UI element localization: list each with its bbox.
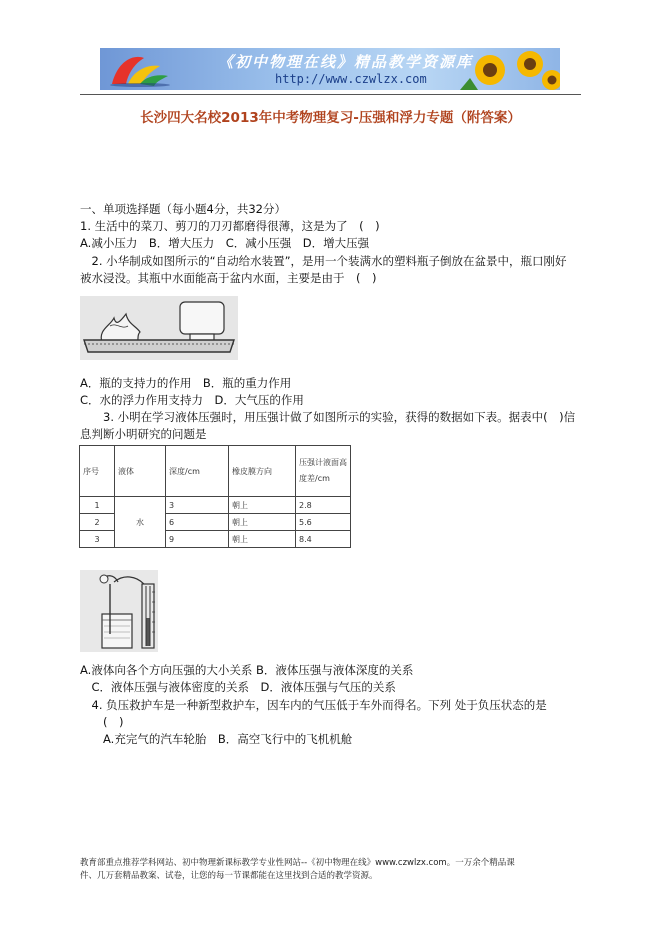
pressure-gauge-figure: [80, 570, 158, 652]
water-supply-figure: [80, 296, 238, 360]
table-header-row: [80, 446, 351, 497]
row-direction: 朝上: [229, 514, 296, 531]
question-4-options: A.充完气的汽车轮胎 B．高空飞行中的飞机机舱: [80, 732, 353, 746]
section-heading: 一、单项选择题（每小题4分，共32分）: [80, 202, 286, 216]
question-1-stem: 1. 生活中的菜刀、剪刀的刀刃都磨得很薄，这是为了 ( ): [80, 219, 380, 233]
table-header-no: 序号: [80, 446, 115, 497]
header-banner: [100, 48, 560, 90]
row-no: 1: [80, 497, 115, 514]
question-2-options-line1: A．瓶的支持力的作用 B．瓶的重力作用: [80, 376, 292, 390]
table-header-direction: 橡皮膜方向: [229, 446, 296, 497]
row-height-diff: 8.4: [296, 531, 351, 548]
table-row: [80, 497, 351, 514]
row-depth: 3: [166, 497, 229, 514]
row-depth: 9: [166, 531, 229, 548]
row-direction: 朝上: [229, 497, 296, 514]
row-no: 3: [80, 531, 115, 548]
table-header-liquid: 液体: [115, 446, 166, 497]
question-3-options-line2: C．液体压强与液体密度的关系 D．液体压强与气压的关系: [80, 680, 396, 694]
question-2-stem-line1: 2. 小华制成如图所示的“自动给水装置”，是用一个装满水的塑料瓶子倒放在盆景中，瓶口刚好: [80, 254, 567, 268]
question-2-options-line2: C．水的浮力作用支持力 D．大气压的作用: [80, 393, 304, 407]
banner-url[interactable]: http://www.czwlzx.com: [275, 72, 427, 86]
footer-line-1: 教育部重点推荐学科网站、初中物理新课标教学专业性网站--《初中物理在线》www.czwlzx.com。一万余个精品课: [80, 858, 515, 868]
logo-icon: [104, 50, 174, 88]
question-3-stem-line2: 息判断小明研究的问题是: [80, 427, 207, 441]
question-1-options: A.减小压力 B．增大压力 C．减小压强 D．增大压强: [80, 236, 370, 250]
question-3-options-line1: A.液体向各个方向压强的大小关系 B．液体压强与液体深度的关系: [80, 663, 414, 677]
row-height-diff: 2.8: [296, 497, 351, 514]
row-liquid: 水: [115, 497, 166, 548]
sunflower-icon: [460, 48, 560, 90]
question-3-stem-line1: 3. 小明在学习液体压强时，用压强计做了如图所示的实验，获得的数据如下表。据表中( )信: [80, 410, 576, 424]
row-no: 2: [80, 514, 115, 531]
row-direction: 朝上: [229, 531, 296, 548]
document-title: 长沙四大名校2013年中考物理复习-压强和浮力专题（附答案）: [140, 110, 521, 126]
row-height-diff: 5.6: [296, 514, 351, 531]
table-header-depth: 深度/cm: [166, 446, 229, 497]
header-divider: [80, 94, 581, 95]
page-footer: [80, 857, 590, 883]
question-4-stem-line1: 4. 负压救护车是一种新型救护车，因车内的气压低于车外而得名。下列 处于负压状态的是: [80, 698, 547, 712]
table-header-height-diff: 压强计液面高度差/cm: [296, 446, 351, 497]
row-depth: 6: [166, 514, 229, 531]
banner-title: 《初中物理在线》精品教学资源库: [218, 53, 474, 71]
question-4-stem-line2: ( ): [80, 715, 124, 729]
pressure-data-table: [79, 445, 351, 548]
footer-line-2: 件、几万套精品教案、试卷，让您的每一节课都能在这里找到合适的教学资源。: [80, 871, 378, 881]
question-2-stem-line2: 被水浸没。其瓶中水面能高于盆内水面，主要是由于 ( ): [80, 271, 377, 285]
